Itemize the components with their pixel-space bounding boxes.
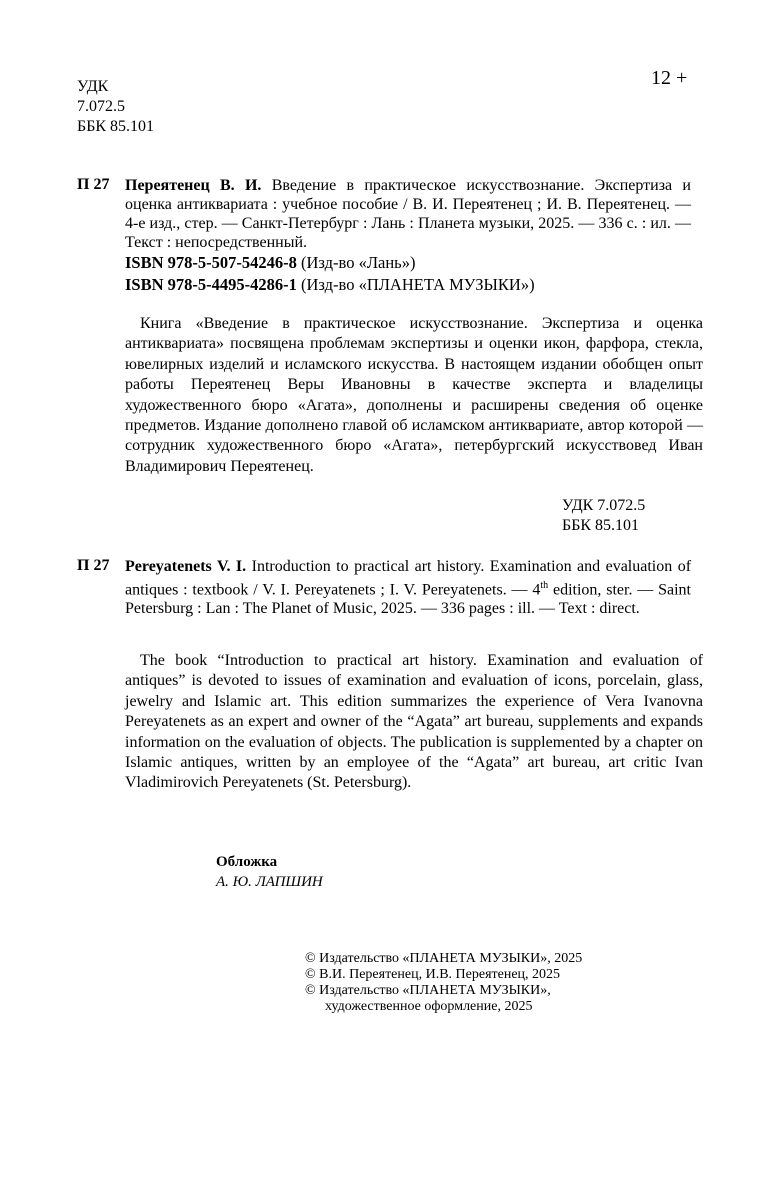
cover-credit [216, 852, 323, 892]
ru-abstract: Книга «Введение в практическое искусствознание. Экспертиза и оценка антиквариата» посвящена проблемам экспертизы и оценки икон, фарфора, стекла, ювелирных изделий и исламского искусства. В настоящем издании обобщен опыт работы Перeятенец Веры Ивановны в качестве эксперта и владелицы художественного бюро «Агата», дополнены и расширены сведения об оценке предметов. Издание дополнено главой об исламском антиквариате, автор которой — сотрудник художественного бюро «Агата», петербургский искусствовед Иван Владимирович Перeятенец. [125, 315, 703, 475]
en-superscript: th [540, 580, 549, 591]
copyright-block [305, 951, 582, 1015]
ru-shelf-code: П 27 [77, 176, 110, 193]
copyright-line-3: © Издательство «ПЛАНЕТА МУЗЫКИ», [305, 983, 551, 998]
en-description-part2: edition, ster. — Saint Petersburg : Lan : The Planet of Music, 2025. — 336 pages : ill. — Text : direct. [125, 581, 691, 618]
isbn-lan-publisher: (Изд-во «Лань») [301, 253, 416, 272]
ru-description: Введение в практическое искусствознание. Экспертиза и оценка антиквариата : учебное пособие / В. И. Перeятенец ; И. В. Перeятенец. — 4-е изд., стер. — Санкт-Петербург : Лань : Планета музыки, 2025. — 336 с. : ил. — Текст : непосредственный. [125, 177, 691, 251]
ru-bibliographic-text [125, 176, 691, 252]
age-rating: 12 + [651, 67, 688, 89]
isbn-lan-number: ISBN 978-5-507-54246-8 [125, 253, 297, 272]
en-shelf-code: П 27 [77, 557, 110, 574]
classification-block [77, 77, 154, 137]
copyright-line-2: © В.И. Перeятенец, И.В. Перeятенец, 2025 [305, 967, 561, 982]
cover-artist: А. Ю. ЛАПШИН [216, 874, 323, 890]
ru-author: Перeятенец В. И. [125, 177, 262, 194]
udk-label: УДК [77, 78, 109, 95]
en-author: Pereyatenets V. I. [125, 558, 247, 575]
isbn-planet [125, 274, 691, 296]
classification-right [562, 496, 645, 536]
copyright-line-4: художественное оформление, 2025 [325, 999, 533, 1014]
copyright-line-1: © Издательство «ПЛАНЕТА МУЗЫКИ», 2025 [305, 951, 583, 966]
ru-bibliographic-entry [125, 176, 691, 296]
udk-code: 7.072.5 [77, 98, 125, 115]
bbk-code: ББК 85.101 [77, 118, 155, 135]
en-description-part1: Introduction to practical art history. Examination and evaluation of antiques : textbook / V. I. Pereyatenets ; I. V. Pereyatenets. — 4 [125, 558, 692, 599]
isbn-planet-publisher: (Изд-во «ПЛАНЕТА МУЗЫКИ») [301, 275, 535, 294]
bbk-right-line: ББК 85.101 [562, 517, 640, 534]
isbn-lan [125, 252, 691, 274]
isbn-planet-number: ISBN 978-5-4495-4286-1 [125, 275, 297, 294]
cover-label: Обложка [216, 854, 278, 870]
en-bibliographic-entry [125, 557, 691, 618]
en-abstract: The book “Introduction to practical art history. Examination and evaluation of antiques” is devoted to issues of examination and evaluation of icons, porcelain, glass, jewelry and Islamic art. This edition summarizes the experience of Vera Ivanovna Pereyatenets as an expert and owner of the “Agata” art bureau, supplements and expands information on the evaluation of objects. The publication is supplemented by a chapter on Islamic antiques, written by an employee of the “Agata” art bureau, art critic Ivan Vladimirovich Pereyatenets (St. Petersburg). [125, 652, 703, 792]
udk-right-line: УДК 7.072.5 [562, 497, 646, 514]
